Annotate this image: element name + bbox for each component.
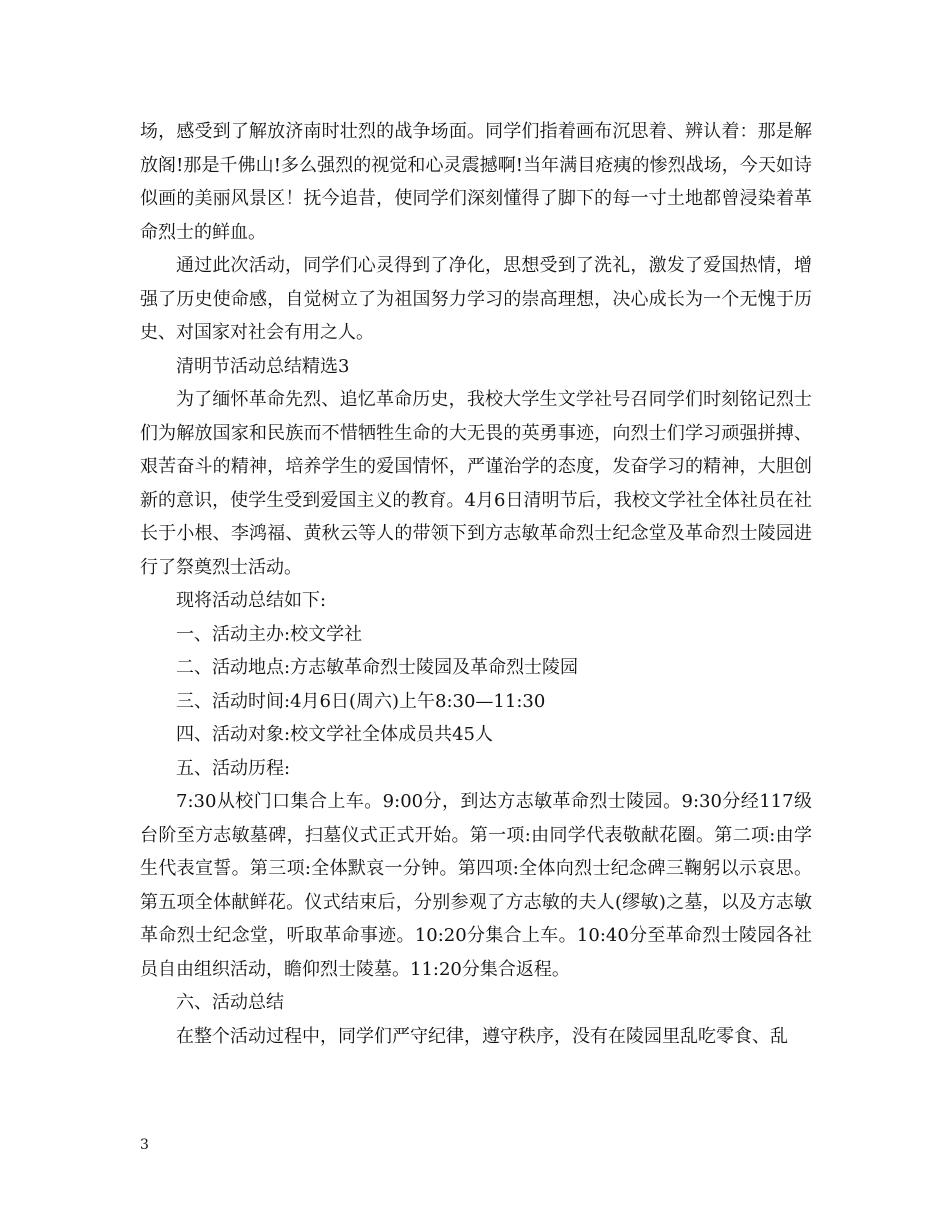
paragraph: 为了缅怀革命先烈、追忆革命历史，我校大学生文学社号召同学们时刻铭记烈士们为解放国家和民族而不惜牺牲生命的大无畏的英勇事迹，向烈士们学习顽强拼搏、艰苦奋斗的精神，培养学生的爱国情怀，严谨治学的态度，发奋学习的精神，大胆创新的意识，使学生受到爱国主义的教育。4月6日清明节后，我校文学社全体社员在社长于小根、李鸿福、黄秋云等人的带领下到方志敏革命烈士纪念堂及革命烈士陵园进行了祭奠烈士活动。 xyxy=(140,389,812,578)
paragraph: 7:30从校门口集合上车。9:00分，到达方志敏革命烈士陵园。9:30分经117级台阶至方志敏墓碑，扫墓仪式正式开始。第一项:由同学代表敬献花圈。第二项:由学生代表宣誓。第三项:全体默哀一分钟。第四项:全体向烈士纪念碑三鞠躬以示哀思。第五项全体献鲜花。仪式结束后，分别参观了方志敏的夫人(缪敏)之墓，以及方志敏革命烈士纪念堂，听取革命事迹。10:20分集合上车。10:40分至革命烈士陵园各社员自由组织活动，瞻仰烈士陵墓。11:20分集合返程。 xyxy=(140,791,813,980)
list-item: 四、活动对象:校文学社全体成员共45人 xyxy=(176,724,493,745)
section-heading: 清明节活动总结精选3 xyxy=(176,355,350,377)
document-body xyxy=(140,115,812,1053)
paragraph: 场，感受到了解放济南时壮烈的战争场面。同学们指着画布沉思着、辨认着：那是解放阁!那是千佛山!多么强烈的视觉和心灵震撼啊!当年满目疮痍的惨烈战场，今天如诗似画的美丽风景区！抚今追昔，使同学们深刻懂得了脚下的每一寸土地都曾浸染着革命烈士的鲜血。 xyxy=(140,121,812,243)
list-item: 三、活动时间:4月6日(周六)上午8:30—11:30 xyxy=(176,690,546,712)
list-item: 六、活动总结 xyxy=(176,992,284,1013)
page-number: 3 xyxy=(140,1137,149,1153)
paragraph: 通过此次活动，同学们心灵得到了净化，思想受到了洗礼，激发了爱国热情，增强了历史使命感，自觉树立了为祖国努力学习的崇高理想，决心成长为一个无愧于历史、对国家对社会有用之人。 xyxy=(140,255,812,343)
paragraph: 现将活动总结如下: xyxy=(176,590,327,611)
list-item: 一、活动主办:校文学社 xyxy=(176,623,363,645)
list-item: 二、活动地点:方志敏革命烈士陵园及革命烈士陵园 xyxy=(176,657,579,678)
list-item: 五、活动历程: xyxy=(176,757,291,779)
paragraph: 在整个活动过程中，同学们严守纪律，遵守秩序，没有在陵园里乱吃零食、乱 xyxy=(176,1025,788,1047)
